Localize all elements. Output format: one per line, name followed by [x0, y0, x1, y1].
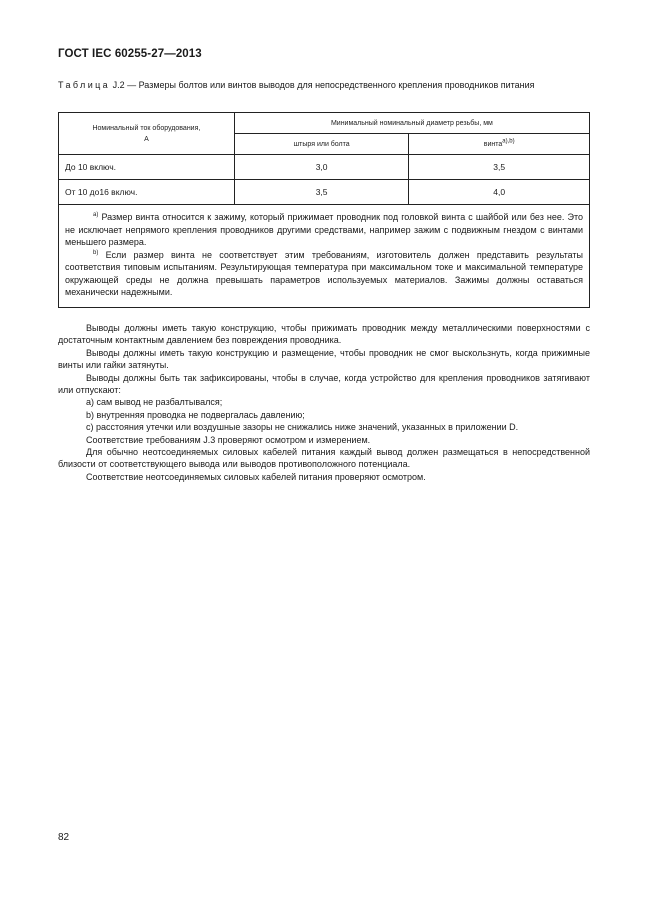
paragraph: Соответствие требованиям J.3 проверяют осмотром и измерением. — [86, 434, 371, 445]
row-pin-value: 3,5 — [234, 180, 409, 205]
dimensions-table — [58, 112, 590, 308]
row-screw-value: 4,0 — [409, 180, 590, 205]
header-rated-current-label: Номинальный ток оборудования, А — [92, 124, 201, 143]
document-header: ГОСТ IEC 60255-27—2013 — [58, 48, 202, 60]
paragraph: Выводы должны быть так зафиксированы, чтобы в случае, когда устройство для крепления проводников затягивают или отпускают: — [58, 372, 590, 396]
footnote-b-mark: b) — [93, 249, 99, 256]
header-thread-diameter: Минимальный номинальный диаметр резьбы, мм — [234, 113, 589, 134]
table-notes — [59, 205, 590, 308]
table-row — [59, 180, 590, 205]
footnote-a-mark: а) — [93, 212, 99, 218]
table-caption-text: J.2 — Размеры болтов или винтов выводов для непосредственного крепления проводников питания — [110, 80, 535, 90]
footnote-a — [65, 211, 583, 249]
table-caption — [58, 79, 590, 91]
header-screw-footnote-marks: а),b) — [502, 138, 515, 145]
row-current: До 10 включ. — [59, 155, 235, 180]
footnote-b-text: Если размер винта не соответствует этим требованиям, изготовитель должен представить результаты соответствия типовым испытаниям. Результирующая температура при максимальном токе и максимальной температуре окружающей среды не должна превышать параметров используемых материалов. Зажимы должны оставаться механически надежными. — [65, 249, 583, 297]
table-caption-label: Таблица — [58, 80, 111, 90]
paragraph: Выводы должны иметь такую конструкцию и размещение, чтобы проводник не смог выскользнуть, когда прижимные винты или гайки затянуты. — [58, 347, 590, 371]
list-item: с) расстояния утечки или воздушные зазоры не снижались ниже значений, указанных в приложении D. — [86, 422, 519, 433]
footnote-b — [65, 249, 583, 299]
header-screw — [409, 134, 590, 155]
row-screw-value: 3,5 — [409, 155, 590, 180]
header-rated-current — [59, 113, 235, 155]
paragraph: Для обычно неотсоединяемых силовых кабелей питания каждый вывод должен размещаться в непосредственной близости от соответствующего вывода или выводов противоположного потенциала. — [58, 447, 590, 470]
row-pin-value: 3,0 — [234, 155, 409, 180]
list-item: b) внутренняя проводка не подвергалась давлению; — [86, 409, 305, 420]
paragraph: Соответствие неотсоединяемых силовых кабелей питания проверяют осмотром. — [86, 471, 426, 482]
header-pin-or-bolt: штыря или болта — [234, 134, 409, 155]
body-text — [58, 322, 590, 483]
page-number: 82 — [58, 832, 70, 843]
row-current: От 10 до16 включ. — [59, 180, 235, 205]
list-item: а) сам вывод не разбалтывался; — [86, 397, 223, 408]
footnote-a-text: Размер винта относится к зажиму, который прижимает проводник под головкой винта с шайбой или без нее. Это не исключает непрямого крепления проводников другими средствами, например зажим с подвижным гнездом с винтами меньшего размера. — [65, 212, 583, 247]
header-screw-label: винта — [483, 140, 503, 148]
paragraph: Выводы должны иметь такую конструкцию, чтобы прижимать проводник между металлическими поверхностями с достаточным контактным давлением без повреждения проводника. — [58, 323, 590, 346]
table-row — [59, 155, 590, 180]
